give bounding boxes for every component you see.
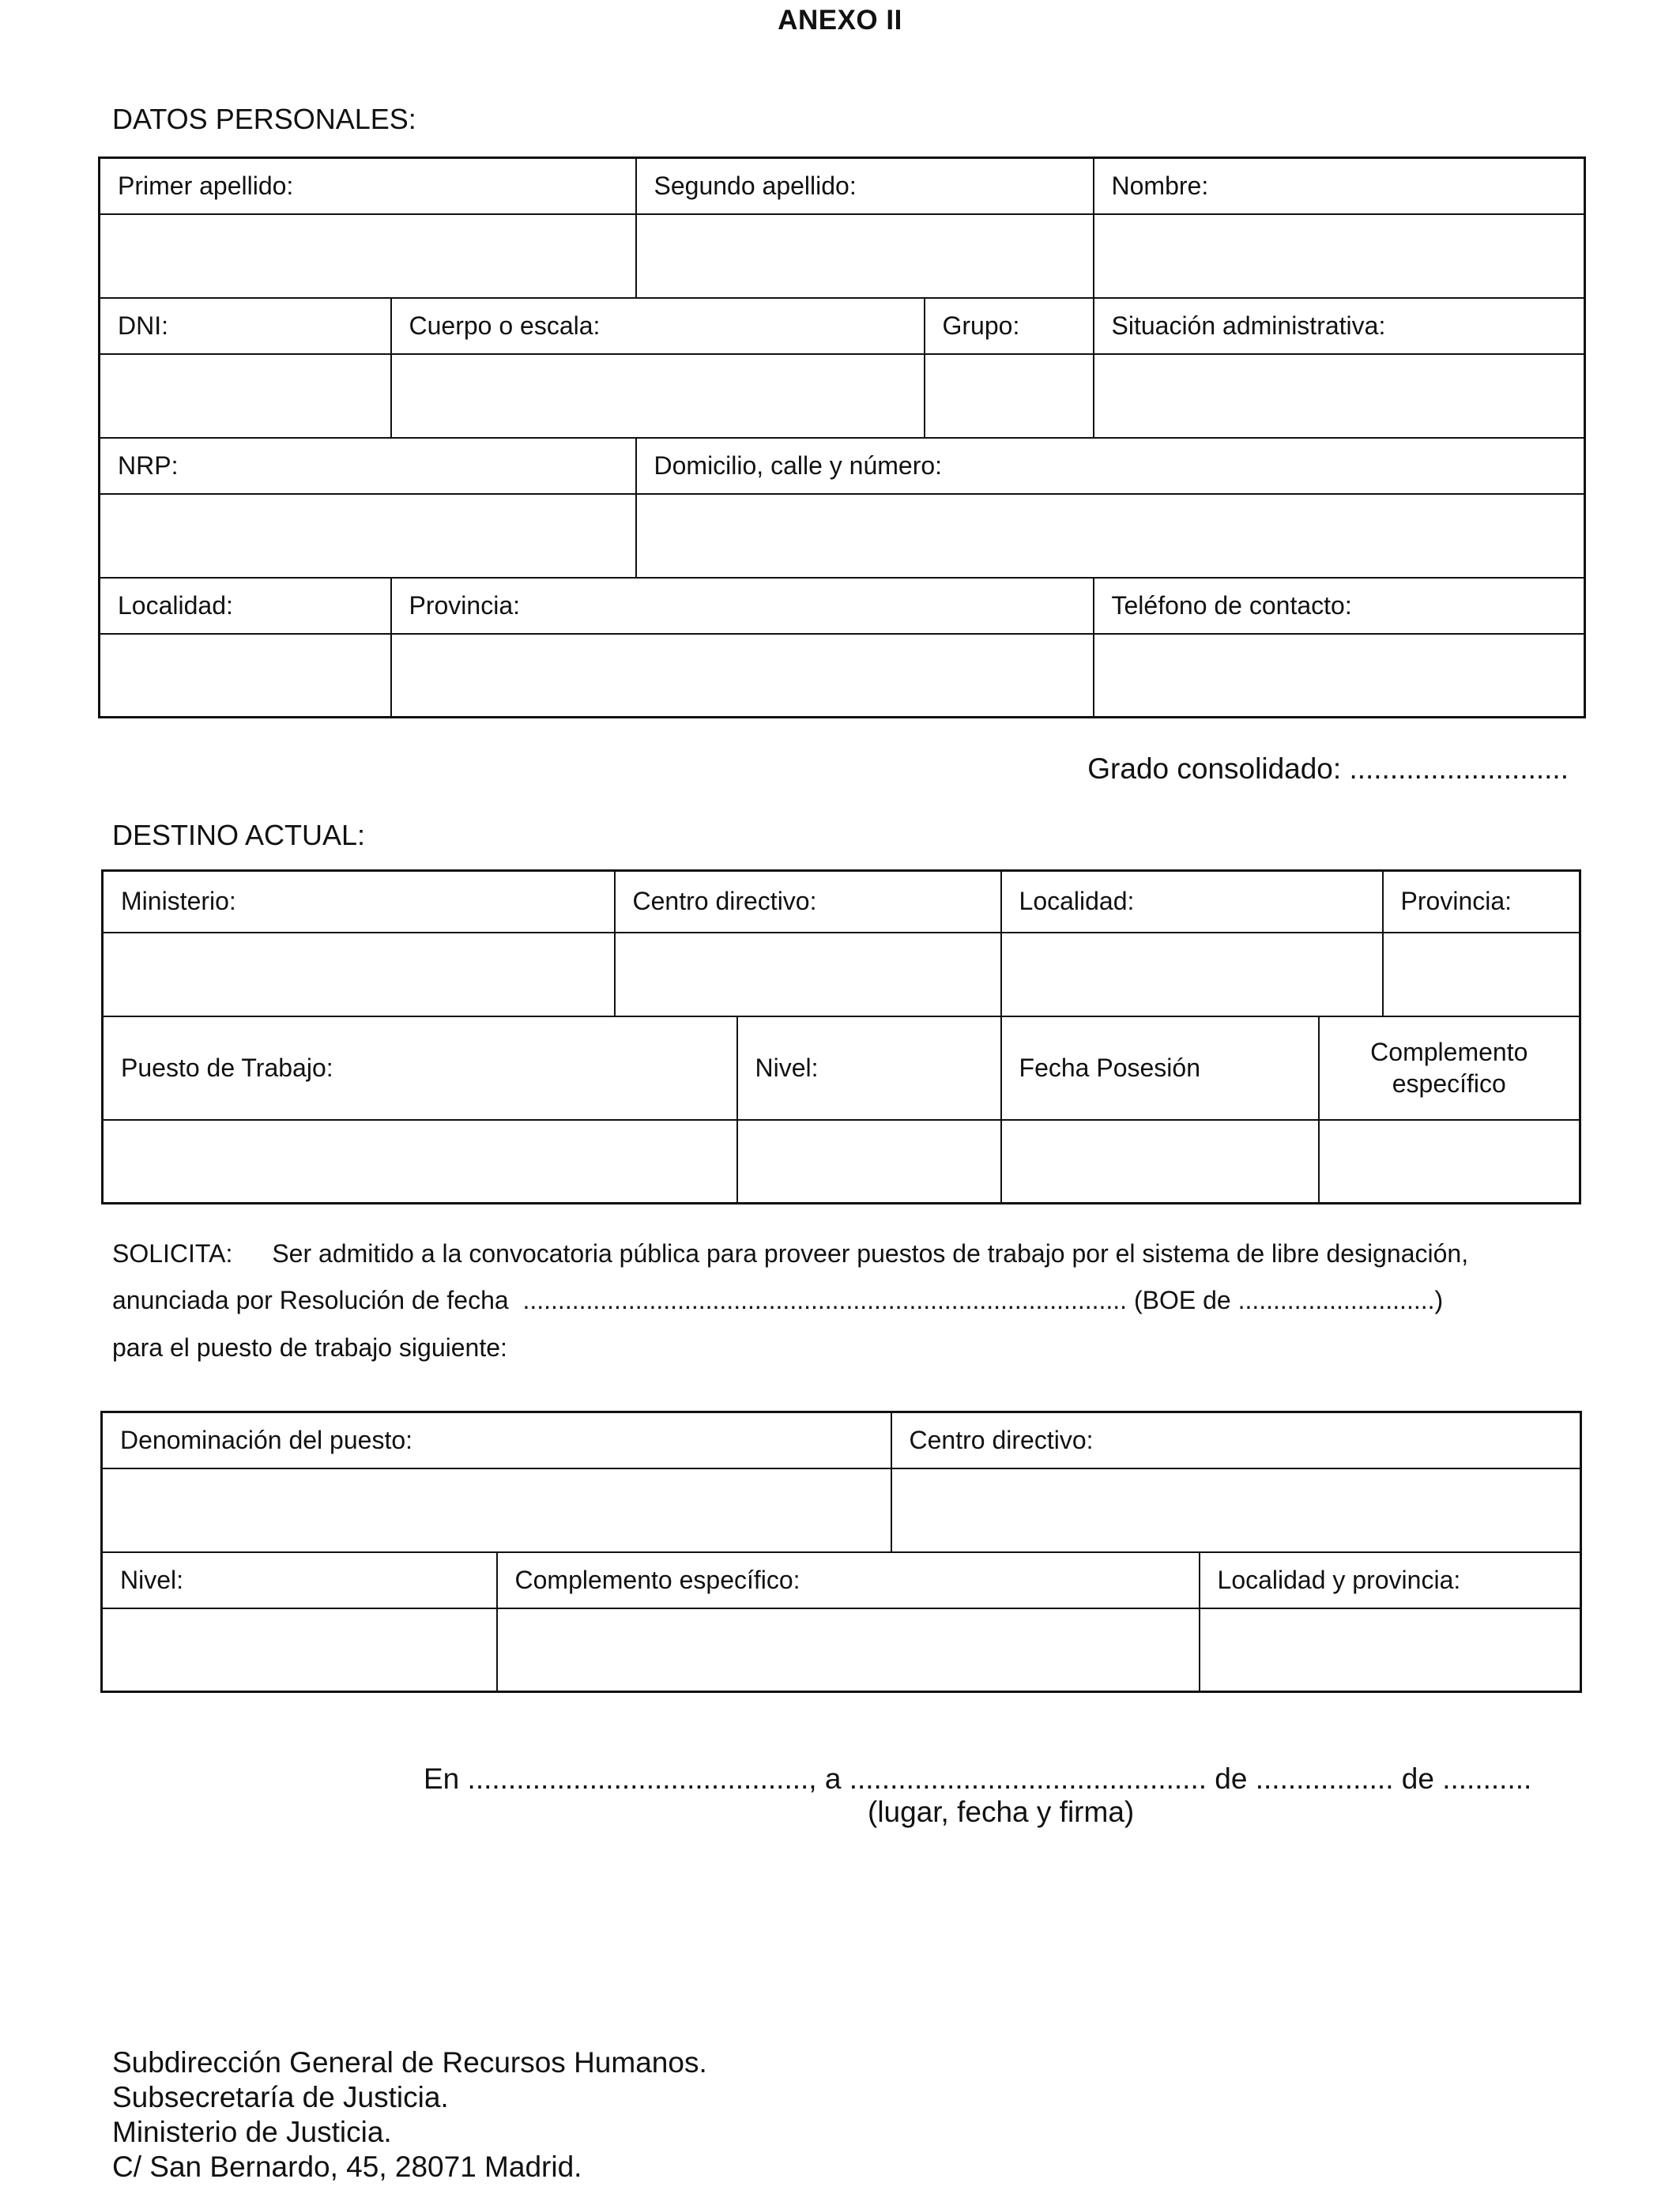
solicita-line-2: anunciada por Resolución de fecha ...................................................................................... (BOE de ............................): [112, 1286, 1444, 1314]
address-line: C/ San Bernardo, 45, 28071 Madrid.: [112, 2151, 582, 2183]
centro-directivo-field[interactable]: [615, 933, 1001, 1016]
cuerpo-escala-label: Cuerpo o escala:: [391, 298, 925, 354]
complemento-especifico-label: Complemento específico: [1319, 1016, 1580, 1120]
localidad-provincia-label: Localidad y provincia:: [1200, 1552, 1581, 1608]
situacion-administrativa-label: Situación administrativa:: [1094, 298, 1585, 354]
datos-personales-table: [98, 156, 1586, 718]
section-heading-destino-actual: DESTINO ACTUAL:: [112, 819, 366, 851]
fecha-posesion-field[interactable]: [1001, 1120, 1319, 1204]
grupo-label: Grupo:: [925, 298, 1094, 354]
nrp-label: NRP:: [100, 438, 636, 494]
primer-apellido-label: Primer apellido:: [100, 158, 636, 214]
telefono-field[interactable]: [1094, 634, 1585, 718]
nivel-actual-label: Nivel:: [737, 1016, 1001, 1120]
puesto-trabajo-field[interactable]: [103, 1120, 737, 1204]
situacion-administrativa-field[interactable]: [1094, 354, 1585, 438]
nrp-field[interactable]: [100, 494, 636, 578]
provincia-field[interactable]: [391, 634, 1094, 718]
puesto-solicitado-table: [100, 1411, 1582, 1693]
provincia-actual-label: Provincia:: [1383, 871, 1580, 933]
localidad-actual-label: Localidad:: [1001, 871, 1383, 933]
solicita-line-3: para el puesto de trabajo siguiente:: [112, 1333, 507, 1362]
solicita-label: SOLICITA:: [112, 1239, 233, 1268]
nombre-label: Nombre:: [1094, 158, 1585, 214]
address-line: Subsecretaría de Justicia.: [112, 2081, 449, 2113]
dni-field[interactable]: [100, 354, 391, 438]
nombre-field[interactable]: [1094, 214, 1585, 298]
nivel-solicitado-field[interactable]: [102, 1608, 497, 1692]
destino-actual-table: [101, 869, 1581, 1204]
telefono-label: Teléfono de contacto:: [1094, 578, 1585, 634]
primer-apellido-field[interactable]: [100, 214, 636, 298]
section-heading-datos-personales: DATOS PERSONALES:: [112, 103, 416, 135]
localidad-actual-field[interactable]: [1001, 933, 1383, 1016]
centro-directivo-solicitado-field[interactable]: [891, 1468, 1581, 1552]
puesto-trabajo-label: Puesto de Trabajo:: [103, 1016, 737, 1120]
segundo-apellido-label: Segundo apellido:: [636, 158, 1094, 214]
firma-caption: (lugar, fecha y firma): [868, 1796, 1135, 1828]
page-title: ANEXO II: [778, 5, 902, 36]
solicita-text-1: Ser admitido a la convocatoria pública para proveer puestos de trabajo por el sistema de libre designación,: [272, 1239, 1469, 1268]
denominacion-puesto-field[interactable]: [102, 1468, 891, 1552]
fecha-posesion-label: Fecha Posesión: [1001, 1016, 1319, 1120]
ministerio-label: Ministerio:: [103, 871, 615, 933]
segundo-apellido-field[interactable]: [636, 214, 1094, 298]
complemento-solicitado-label: Complemento específico:: [497, 1552, 1200, 1608]
address-block: [112, 2045, 707, 2185]
complemento-solicitado-field[interactable]: [497, 1608, 1200, 1692]
nivel-actual-field[interactable]: [737, 1120, 1001, 1204]
localidad-label: Localidad:: [100, 578, 391, 634]
address-line: Ministerio de Justicia.: [112, 2116, 392, 2148]
localidad-provincia-field[interactable]: [1200, 1608, 1581, 1692]
firma-line: En .........................................., a ............................................ de ................. de ...........: [424, 1762, 1532, 1795]
grado-consolidado: Grado consolidado: ...........................: [1087, 752, 1569, 785]
provincia-actual-field[interactable]: [1383, 933, 1580, 1016]
domicilio-field[interactable]: [636, 494, 1585, 578]
nivel-solicitado-label: Nivel:: [102, 1552, 497, 1608]
grupo-field[interactable]: [925, 354, 1094, 438]
localidad-field[interactable]: [100, 634, 391, 718]
denominacion-puesto-label: Denominación del puesto:: [102, 1412, 891, 1468]
solicita-line-1: [112, 1239, 1468, 1269]
centro-directivo-solicitado-label: Centro directivo:: [891, 1412, 1581, 1468]
ministerio-field[interactable]: [103, 933, 615, 1016]
cuerpo-escala-field[interactable]: [391, 354, 925, 438]
domicilio-label: Domicilio, calle y número:: [636, 438, 1585, 494]
dni-label: DNI:: [100, 298, 391, 354]
centro-directivo-label: Centro directivo:: [615, 871, 1001, 933]
address-line: Subdirección General de Recursos Humanos.: [112, 2046, 707, 2079]
complemento-especifico-field[interactable]: [1319, 1120, 1580, 1204]
provincia-label: Provincia:: [391, 578, 1094, 634]
